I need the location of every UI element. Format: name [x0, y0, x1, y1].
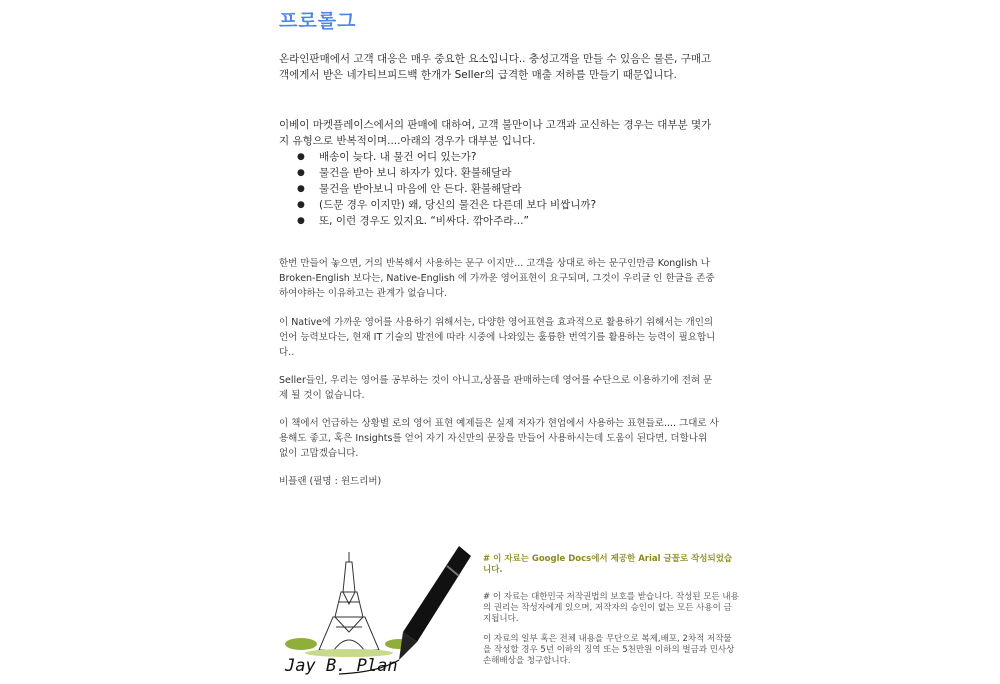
signature: Jay B. Plan: [285, 656, 398, 676]
eiffel-tower-icon: [319, 552, 379, 650]
seller-paragraph: Seller들인, 우리는 영어를 공부하는 것이 아니고,상품을 판매하는데 영어를 수단으로 이용하기에 전혀 문제 될 것이 없습니다.: [279, 375, 713, 402]
penalty-note: 이 자료의 일부 혹은 전체 내용을 무단으로 복제,배포, 2차적 저작물을 작성할 경우 5년 이하의 징역 또는 5천만원 이하의 벌금과 민사상 손해배상을 청구합니다.: [483, 634, 735, 666]
intro-paragraph: 온라인판매에서 고객 대응은 매우 중요한 요소입니다.. 충성고객을 만들 수 있음은 물론, 구매고객에게서 받은 네가티브피드백 한개가 Seller의 급격한 매출 저하를 만들기 때문입니다.: [279, 53, 712, 81]
tree-decoration: [285, 638, 413, 657]
native-paragraph: 이 Native에 가까운 영어를 사용하기 위해서는, 다양한 영어표현을 효과적으로 활용하기 위해서는 개인의 언어 능력보다는, 현재 IT 기술의 발전에 따라 시중에 나와있는 훌륭한 번역기를 활용하는 능력이 필요합니다..: [279, 317, 716, 359]
list-item: ● 배송이 늦다. 내 물건 어디 있는가?: [319, 149, 759, 165]
list-item: ● (드문 경우 이지만) 왜, 당신의 물건은 다른데 보다 비쌉니까?: [319, 197, 759, 213]
cases-paragraph: 이베이 마켓플레이스에서의 판매에 대하여, 고객 불만이나 고객과 교신하는 경우는 대부분 몇가지 유형으로 반복적이며....아래의 경우가 대부분 입니다.: [279, 119, 712, 147]
list-item: ● 물건을 받아보니 마음에 안 든다. 환불해달라: [319, 181, 759, 197]
konglish-paragraph: 한번 만들어 놓으면, 거의 반복해서 사용하는 문구 이지만... 고객을 상대로 하는 문구인만큼 Konglish 나 Broken-English 보다는, Native-English 에 가까운 영어표현이 요구되며, 그것이 우리글 인 한글을 존중하여야하는 이유하고는 관계가 없습니다.: [279, 258, 715, 300]
author-line: 비플랜 (필명 : 윈드리버): [279, 476, 382, 487]
copyright-banner: [279, 532, 739, 682]
list-item: ● 물건을 받아 보니 하자가 있다. 환불해달라: [319, 165, 759, 181]
case-list: [279, 149, 759, 229]
font-note: # 이 자료는 Google Docs에서 제공한 Arial 글꼴로 작성되었습니다.: [483, 554, 733, 575]
examples-paragraph: 이 책에서 언급하는 상황별 로의 영어 표현 예제들은 실제 저자가 현업에서 사용하는 표현들로.... 그대로 사용해도 좋고, 혹은 Insights를 얻어 자기 자신만의 문장을 만들어 사용하시는데 도움이 된다면, 더할나위 없이 고맙겠습니다.: [279, 418, 719, 460]
copyright-note: # 이 자료는 대한민국 저작권법의 보호를 받습니다. 작성된 모든 내용의 권리는 작성자에게 있으며, 저작자의 승인이 없는 모든 사용이 금지됩니다.: [483, 592, 739, 624]
page-title: 프로롤그: [279, 10, 357, 32]
list-item: ● 또, 이런 경우도 있지요. “비싸다. 깎아주라...”: [319, 213, 759, 229]
